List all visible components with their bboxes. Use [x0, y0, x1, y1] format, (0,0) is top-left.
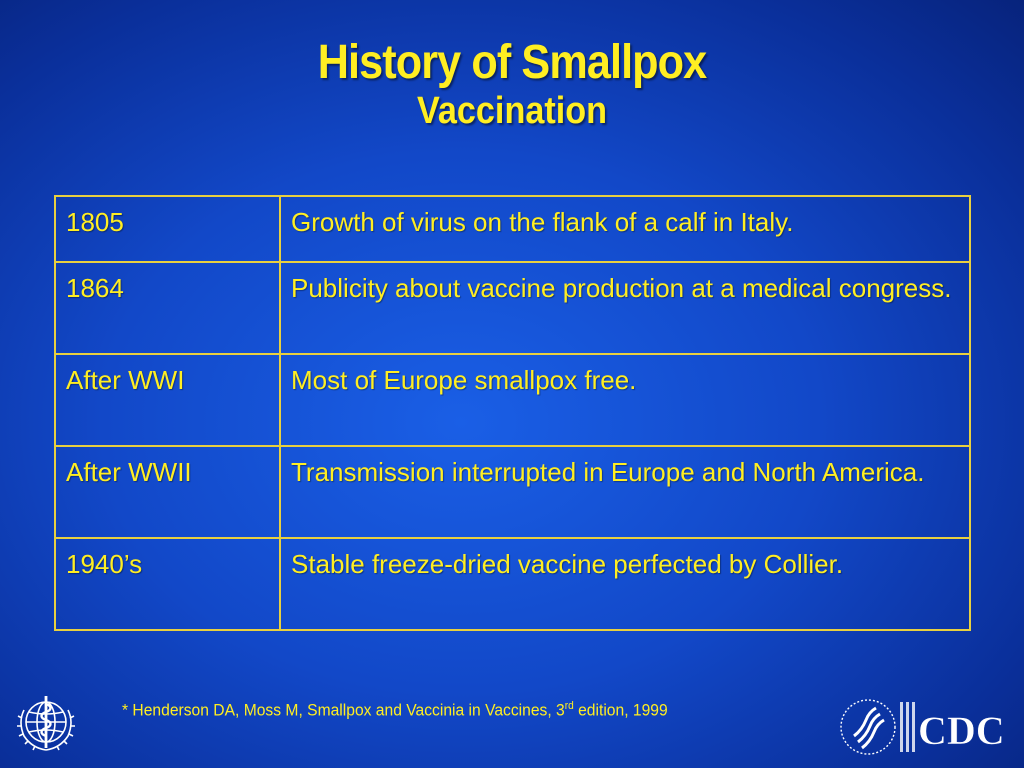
table-row — [55, 538, 970, 630]
title-line-1: History of Smallpox — [317, 36, 707, 89]
title-line-2: Vaccination — [416, 90, 608, 132]
hhs-eagle-icon — [841, 700, 895, 754]
event-cell: Publicity about vaccine production at a medical congress. — [280, 262, 970, 354]
event-cell: Transmission interrupted in Europe and North America. — [280, 446, 970, 538]
year-cell: 1805 — [55, 196, 280, 262]
history-table — [54, 195, 971, 631]
cdc-text: CDC — [918, 708, 1005, 753]
citation-footnote — [122, 700, 668, 721]
footnote-superscript: rd — [564, 700, 574, 712]
event-cell: Stable freeze-dried vaccine perfected by Collier. — [280, 538, 970, 630]
table-row — [55, 354, 970, 446]
year-cell: After WWII — [55, 446, 280, 538]
footnote-text-end: edition, 1999 — [573, 700, 668, 720]
event-cell: Most of Europe smallpox free. — [280, 354, 970, 446]
event-cell: Growth of virus on the flank of a calf in Italy. — [280, 196, 970, 262]
cdc-logo — [836, 696, 1016, 758]
footnote-text: * Henderson DA, Moss M, Smallpox and Vaccinia in Vaccines, 3 — [122, 700, 565, 720]
table-row — [55, 446, 970, 538]
year-cell: After WWI — [55, 354, 280, 446]
slide-title — [0, 36, 1024, 132]
year-cell: 1940’s — [55, 538, 280, 630]
year-cell: 1864 — [55, 262, 280, 354]
table-row — [55, 262, 970, 354]
table-row — [55, 196, 970, 262]
who-emblem-icon — [12, 688, 80, 756]
